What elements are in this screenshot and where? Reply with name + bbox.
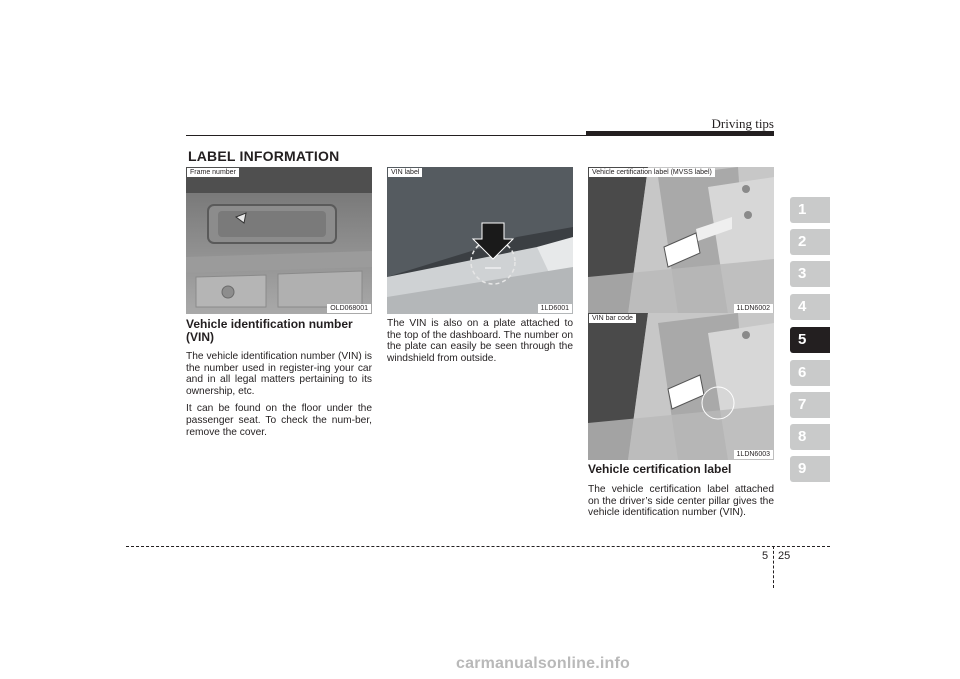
figure-tag: Frame number — [187, 168, 239, 177]
vin-paragraph-1: The vehicle identification number (VIN) is the number used in register-ing your car and in all legal matters pertaining to its ownership, etc. — [186, 351, 372, 397]
watermark: carmanualsonline.info — [456, 655, 631, 672]
chapter-tab-9[interactable]: 9 — [790, 456, 830, 482]
vin-label-photo — [387, 167, 573, 314]
chapter-tab-7[interactable]: 7 — [790, 392, 830, 418]
footer-page-number: 25 — [778, 550, 791, 562]
figure-tag: VIN label — [388, 168, 422, 177]
figure-code: 1LD6001 — [538, 304, 572, 313]
chapter-tab-3[interactable]: 3 — [790, 261, 830, 287]
vin-heading: Vehicle identification number (VIN) — [186, 317, 353, 344]
vin-barcode-photo — [588, 313, 774, 460]
chapter-tab-4[interactable]: 4 — [790, 294, 830, 320]
chapter-tab-2[interactable]: 2 — [790, 229, 830, 255]
chapter-tab-1[interactable]: 1 — [790, 197, 830, 223]
figure-code: OLD068001 — [327, 304, 371, 313]
vin-section — [186, 318, 372, 444]
section-title: LABEL INFORMATION — [188, 148, 340, 164]
certification-section — [588, 463, 774, 519]
dashboard-vin-text: The VIN is also on a plate attached to the top of the dashboard. The number on the plate can easily be seen through the windshield from outside. — [387, 318, 573, 364]
certification-paragraph: The vehicle certification label attached on the driver’s side center pillar gives the vehicle identification number (VIN). — [588, 484, 774, 519]
chapter-tab-8[interactable]: 8 — [790, 424, 830, 450]
vin-body — [186, 351, 372, 438]
certification-heading: Vehicle certification label — [588, 462, 732, 476]
frame-number-photo — [186, 167, 372, 314]
figure-code: 1LDN6003 — [734, 450, 773, 459]
vin-paragraph-2: It can be found on the floor under the passenger seat. To check the num-ber, remove the cover. — [186, 403, 372, 438]
figure-tag: Vehicle certification label (MVSS label) — [589, 168, 715, 177]
chapter-tab-5[interactable]: 5 — [790, 327, 830, 353]
chapter-tab-6[interactable]: 6 — [790, 360, 830, 386]
figure-code: 1LDN6002 — [734, 304, 773, 313]
figure-tag: VIN bar code — [589, 314, 636, 323]
running-header: Driving tips — [711, 116, 774, 131]
footer-rule — [126, 546, 830, 547]
mvss-label-photo — [588, 167, 774, 314]
footer-chapter-number: 5 — [762, 550, 769, 562]
footer-divider — [773, 546, 774, 588]
header-rule — [186, 135, 774, 136]
